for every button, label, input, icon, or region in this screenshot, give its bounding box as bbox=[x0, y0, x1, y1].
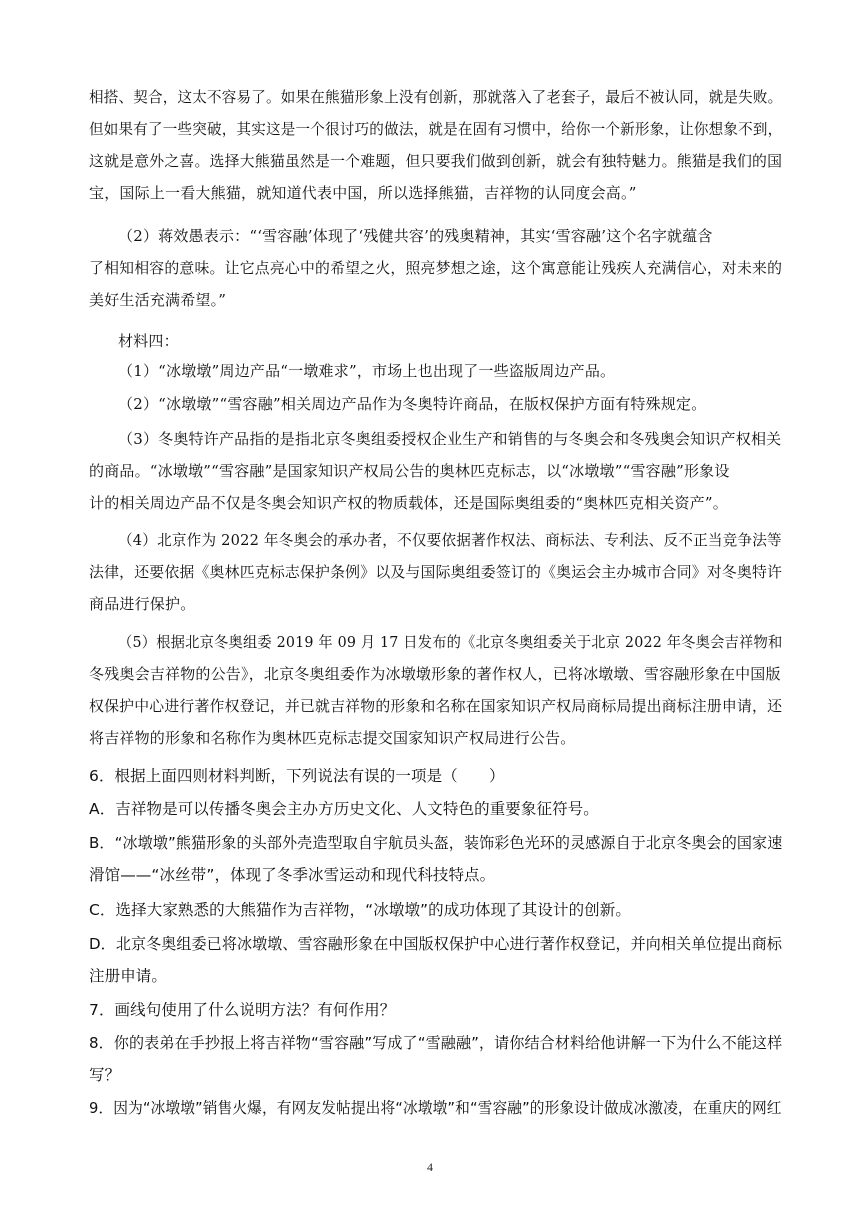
text-line: 8．你的表弟在手抄报上将吉祥物“雪容融”写成了“雪融融”，请你结合材料给他讲解一下为什么不能这样 bbox=[89, 1034, 783, 1052]
text-line: （2）蒋效愚表示：“‘雪容融’体现了‘残健共容’的残奥精神，其实‘雪容融’这个名字就蕴含 bbox=[118, 227, 713, 245]
text-line: （3）冬奥特许产品指的是指北京冬奥组委授权企业生产和销售的与冬奥会和冬残奥会知识产权相关 bbox=[118, 430, 782, 448]
text-line: 冬残奥会吉祥物的公告》，北京冬奥组委作为冰墩墩形象的著作权人，已将冰墩墩、雪容融形象在中国版 bbox=[89, 665, 781, 683]
text-line: （5）根据北京冬奥组委 2019 年 09 月 17 日发布的《北京冬奥组委关于北京 2022 年冬奥会吉祥物和 bbox=[118, 633, 783, 651]
text-line: 9．因为“冰墩墩”销售火爆，有网友发帖提出将“冰墩墩”和“雪容融”的形象设计做成冰激凌，在重庆的网红 bbox=[89, 1099, 782, 1117]
text-line: 法律，还要依据《奥林匹克标志保护条例》以及与国际奥组委签订的《奥运会主办城市合同》对冬奥特许 bbox=[89, 563, 783, 581]
text-line: 但如果有了一些突破，其实这是一个很讨巧的做法，就是在固有习惯中，给你一个新形象，让你想象不到， bbox=[89, 120, 783, 138]
text-line: （1）“冰墩墩”周边产品“一墩难求”，市场上也出现了一些盗版周边产品。 bbox=[118, 362, 616, 380]
text-line: A．吉祥物是可以传播冬奥会主办方历史文化、人文特色的重要象征符号。 bbox=[89, 800, 599, 818]
text-line: 美好生活充满希望。” bbox=[89, 291, 227, 309]
text-line: 将吉祥物的形象和名称作为奥林匹克标志提交国家知识产权局进行公告。 bbox=[89, 729, 576, 747]
text-line: 滑馆——“冰丝带”，体现了冬季冰雪运动和现代科技特点。 bbox=[89, 866, 496, 884]
text-line: 了相知相容的意味。让它点亮心中的希望之火，照亮梦想之途，这个寓意能让残疾人充满信心，对未来的 bbox=[89, 259, 783, 277]
text-line: 的商品。“冰墩墩”“雪容融”是国家知识产权局公告的奥林匹克标志，以“冰墩墩”“雪容融”形象设 bbox=[89, 462, 730, 480]
page-number: 4 bbox=[427, 1160, 433, 1174]
text-line: 这就是意外之喜。选择大熊猫虽然是一个难题，但只要我们做到创新，就会有独特魅力。熊猫是我们的国 bbox=[89, 152, 783, 170]
text-line: 7．画线句使用了什么说明方法？有何作用？ bbox=[89, 1001, 396, 1019]
text-line: 写？ bbox=[89, 1066, 121, 1084]
text-line: 权保护中心进行著作权登记，并已就吉祥物的形象和名称在国家知识产权局商标局提出商标注册申请，还 bbox=[89, 697, 783, 715]
text-line: 计的相关周边产品不仅是冬奥会知识产权的物质载体，还是国际奥组委的“奥林匹克相关资产”。 bbox=[89, 494, 728, 512]
text-line: 宝，国际上一看大熊猫，就知道代表中国，所以选择熊猫，吉祥物的认同度会高。” bbox=[89, 184, 637, 202]
text-line: 相搭、契合，这太不容易了。如果在熊猫形象上没有创新，那就落入了老套子，最后不被认同，就是失败。 bbox=[89, 88, 783, 106]
text-line: （4）北京作为 2022 年冬奥会的承办者，不仅要依据著作权法、商标法、专利法、反不正当竞争法等 bbox=[118, 531, 782, 549]
text-line: 6．根据上面四则材料判断，下列说法有误的一项是（ ） bbox=[89, 767, 505, 785]
text-line: D．北京冬奥组委已将冰墩墩、雪容融形象在中国版权保护中心进行著作权登记，并向相关单位提出商标 bbox=[89, 935, 783, 953]
material-four-heading: 材料四： bbox=[118, 332, 179, 350]
text-line: B．“冰墩墩”熊猫形象的头部外壳造型取自宇航员头盔，装饰彩色光环的灵感源自于北京冬奥会的国家速 bbox=[89, 834, 783, 852]
text-line: 注册申请。 bbox=[89, 967, 168, 985]
text-line: C．选择大家熟悉的大熊猫作为吉祥物，“冰墩墩”的成功体现了其设计的创新。 bbox=[89, 901, 631, 919]
text-line: （2）“冰墩墩”“雪容融”相关周边产品作为冬奥特许商品，在版权保护方面有特殊规定。 bbox=[118, 395, 707, 413]
text-line: 商品进行保护。 bbox=[89, 595, 196, 613]
